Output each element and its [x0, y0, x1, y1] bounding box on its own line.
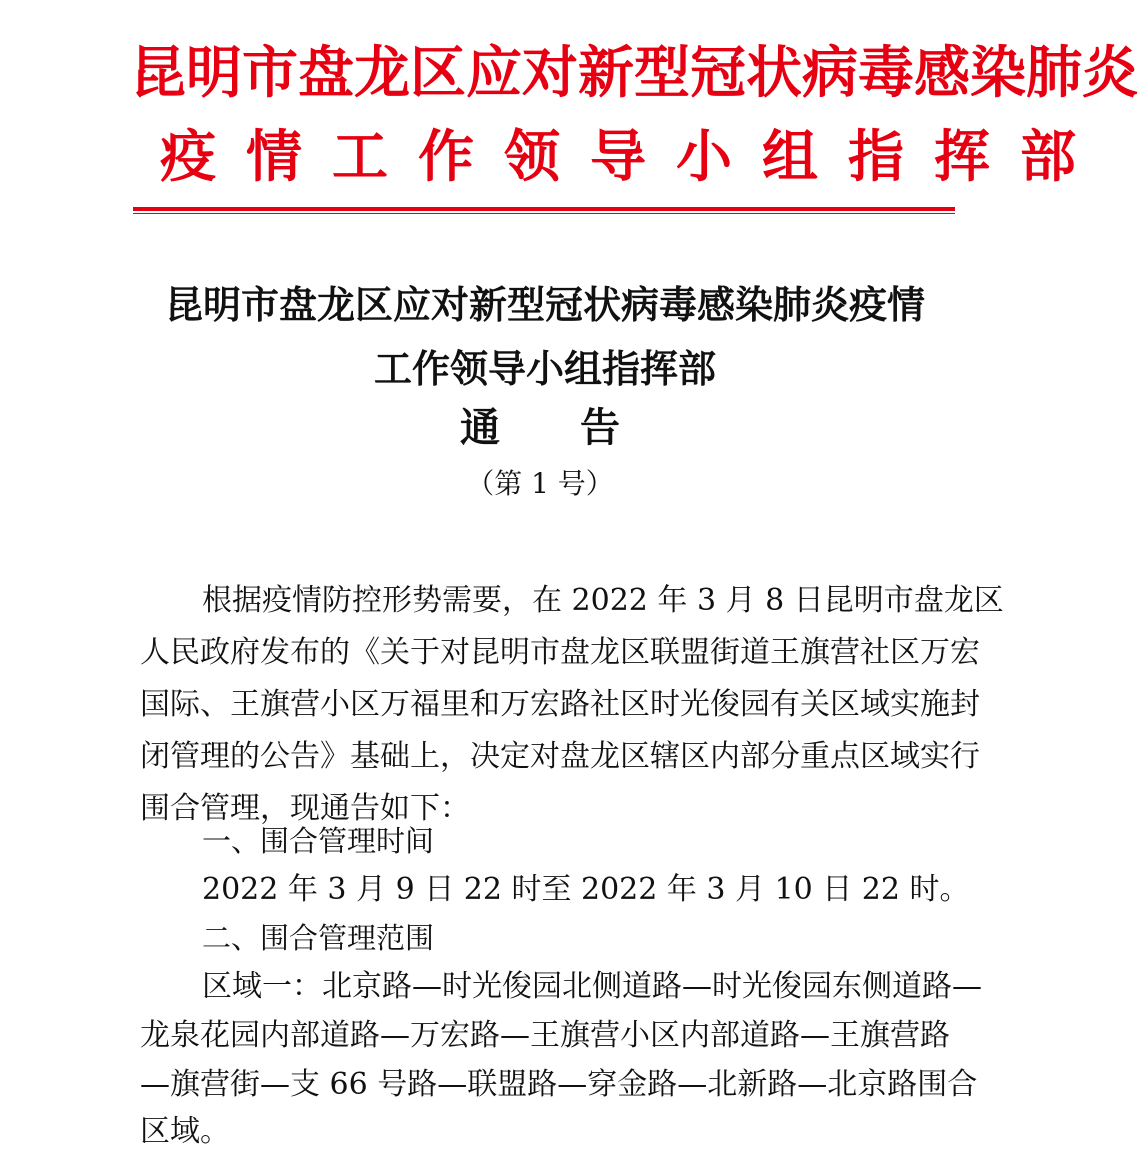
section-2-heading: 二、围合管理范围	[202, 921, 435, 955]
notice-heading: 通告	[460, 404, 700, 451]
intro-line-1: 根据疫情防控形势需要，在 2022 年 3 月 8 日昆明市盘龙区	[202, 583, 1004, 618]
letterhead-line-2: 疫情工作领导小组指挥部	[160, 125, 1106, 190]
section-1-heading: 一、围合管理时间	[202, 824, 435, 858]
intro-line-2: 人民政府发布的《关于对昆明市盘龙区联盟街道王旗营社区万宏	[140, 635, 980, 670]
document-title-line-1: 昆明市盘龙区应对新型冠状病毒感染肺炎疫情	[164, 282, 925, 327]
intro-line-3: 国际、王旗营小区万福里和万宏路社区时光俊园有关区域实施封	[140, 687, 980, 722]
section-1-text: 2022 年 3 月 9 日 22 时至 2022 年 3 月 10 日 22 时。	[202, 872, 970, 907]
section-2-line-2: 龙泉花园内部道路—万宏路—王旗营小区内部道路—王旗营路	[140, 1018, 950, 1053]
section-2-line-3: —旗营街—支 66 号路—联盟路—穿金路—北新路—北京路围合	[140, 1067, 978, 1102]
red-divider-thick	[133, 207, 955, 211]
document-title-line-2: 工作领导小组指挥部	[373, 346, 716, 391]
intro-line-5: 围合管理，现通告如下：	[140, 791, 470, 826]
intro-line-4: 闭管理的公告》基础上，决定对盘龙区辖区内部分重点区域实行	[140, 739, 980, 774]
letterhead-line-1: 昆明市盘龙区应对新型冠状病毒感染肺炎	[130, 41, 1138, 106]
section-2-line-4: 区域。	[140, 1114, 230, 1149]
red-divider-thin	[133, 213, 955, 214]
section-2-line-1: 区域一：北京路—时光俊园北侧道路—时光俊园东侧道路—	[202, 969, 982, 1004]
document-number: （第 1 号）	[466, 467, 614, 500]
